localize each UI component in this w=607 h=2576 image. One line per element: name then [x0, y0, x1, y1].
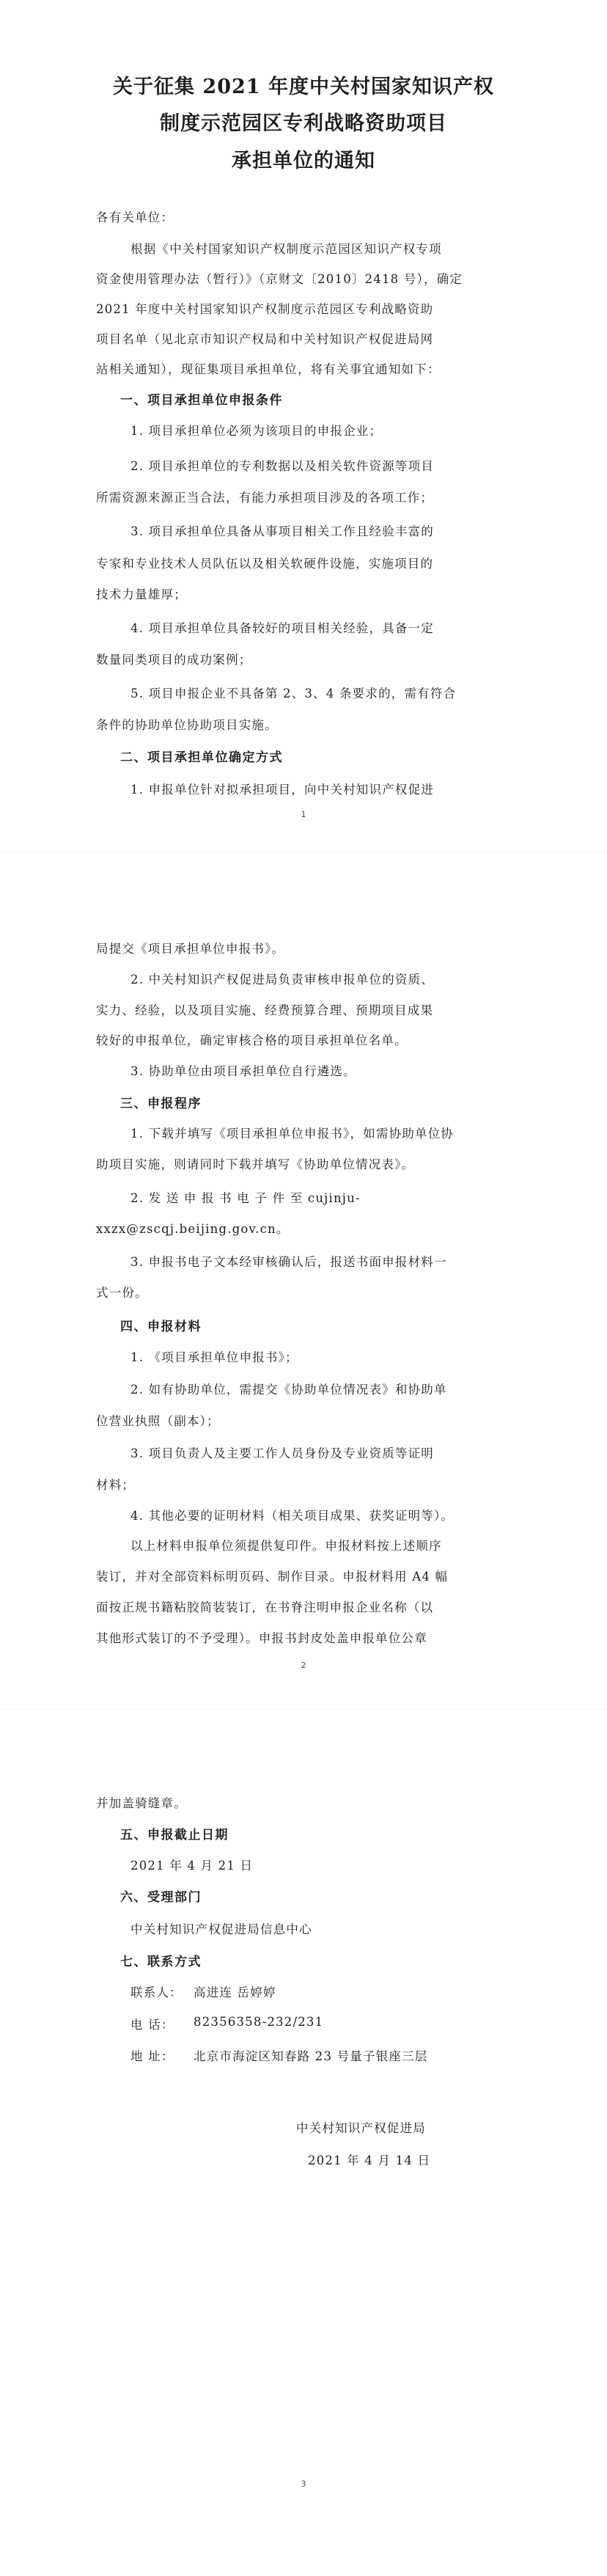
section-3-line: 3. 申报书电子文本经审核确认后，报送书面申报材料一 [130, 1255, 447, 1269]
page-number: 2 [301, 1661, 306, 1670]
section-4-line: 1. 《项目承担单位申报书》； [130, 1350, 298, 1364]
section-1-line: 所需资源来源正当合法，有能力承担项目涉及的各项工作； [96, 491, 434, 505]
section-4-line: 位营业执照（副本）； [96, 1414, 220, 1428]
section-heading-1: 一、项目承担单位申报条件 [120, 393, 283, 408]
section-1-line: 技术力量雄厚； [96, 588, 187, 601]
section-4-line: 材料； [96, 1478, 136, 1492]
phone-value: 82356358-232/231 [194, 2015, 324, 2029]
intro-line: 站相关通知），现征集项目承担单位，将有关事宜通知如下： [96, 362, 441, 376]
section-4-line: 以上材料申报单位须提供复印件。申报材料按上述顺序 [130, 1539, 442, 1553]
section-2-line: 较好的申报单位，确定审核合格的项目承担单位名单。 [96, 1033, 408, 1047]
section-3-line: 1. 下载并填写《项目承担单位申报书》，如需协助单位协 [130, 1127, 455, 1141]
section-4-line: 2. 如有协助单位，需提交《协助单位情况表》和协助单 [130, 1383, 447, 1397]
section-2-line: 3. 协助单位由项目承担单位自行遴选。 [130, 1064, 356, 1078]
section-2-line: 实力、经验，以及项目实施、经费预算合理、预期项目成果 [96, 1003, 434, 1017]
section-4-line: 装订，并对全部资料标明页码、制作目录。申报材料用 A4 幅 [96, 1570, 449, 1584]
section-3-line: xxzx@zscqj.beijing.gov.cn。 [96, 1222, 290, 1236]
section-heading-7: 七、联系方式 [120, 1955, 202, 1969]
section-heading-6: 六、受理部门 [120, 1890, 202, 1905]
salutation: 各有关单位： [96, 211, 174, 224]
signature-date: 2021 年 4 月 14 日 [308, 2154, 431, 2167]
section-3-line: 2. 发 送 申 报 书 电 子 件 至 cujinju- [130, 1191, 361, 1205]
intro-line: 2021 年度中关村国家知识产权制度示范园区专利战略资助 [96, 302, 434, 316]
notice-title-line-1: 关于征集 2021 年度中关村国家知识产权 [113, 76, 494, 98]
section-heading-5: 五、申报截止日期 [120, 1828, 229, 1843]
signature-organization: 中关村知识产权促进局 [296, 2121, 426, 2135]
address-value: 北京市海淀区知春路 23 号量子银座三层 [194, 2049, 428, 2063]
section-1-line: 专家和专业技术人员队伍以及相关软硬件设施，实施项目的 [96, 557, 434, 571]
section-1-line: 1. 项目承担单位必须为该项目的申报企业； [130, 424, 383, 438]
section-heading-2: 二、项目承担单位确定方式 [120, 750, 283, 765]
intro-line: 根据《中关村国家知识产权制度示范园区知识产权专项 [130, 242, 442, 256]
section-1-line: 4. 项目承担单位具备较好的项目相关经验，具备一定 [130, 621, 434, 635]
section-4-line: 面按正规书籍粘胶简装装订，在书脊注明申报企业名称（以 [96, 1600, 434, 1614]
contact-names: 高进连 岳婷婷 [194, 1986, 276, 1999]
address-label: 地 址： [130, 2049, 174, 2063]
intro-line: 资金使用管理办法（暂行）》（京财文〔2010〕2418 号），确定 [96, 272, 463, 286]
section-4-continuation: 并加盖骑缝章。 [96, 1796, 187, 1810]
notice-title-line-3: 承担单位的通知 [232, 150, 375, 172]
section-heading-3: 三、申报程序 [120, 1097, 202, 1111]
section-1-line: 2. 项目承担单位的专利数据以及相关软件资源等项目 [130, 459, 434, 473]
section-heading-4: 四、申报材料 [120, 1320, 202, 1334]
section-1-line: 条件的协助单位协助项目实施。 [96, 718, 278, 732]
phone-label: 电 话： [130, 2018, 174, 2032]
section-2-line: 局提交《项目承担单位申报书》。 [96, 942, 285, 956]
section-1-line: 数量同类项目的成功案例； [96, 653, 252, 667]
section-4-line: 4. 其他必要的证明材料（相关项目成果、获奖证明等）。 [130, 1509, 455, 1523]
section-2-line: 1. 申报单位针对拟承担项目，向中关村知识产权促进 [130, 783, 434, 797]
section-3-line: 式一份。 [96, 1286, 148, 1300]
intro-line: 项目名单（见北京市知识产权局和中关村知识产权促进局网 [96, 332, 434, 346]
page-divider [0, 1709, 607, 1710]
section-4-line: 3. 项目负责人及主要工作人员身份及专业资质等证明 [130, 1446, 434, 1460]
section-2-line: 2. 中关村知识产权促进局负责审核申报单位的资质、 [130, 973, 434, 987]
deadline-date: 2021 年 4 月 21 日 [130, 1859, 254, 1873]
section-1-line: 5. 项目申报企业不具备第 2、3、4 条要求的，需有符合 [130, 687, 457, 700]
section-3-line: 助项目实施，则请同时下载并填写《协助单位情况表》。 [96, 1157, 415, 1171]
page-number: 3 [301, 2479, 306, 2489]
page-divider [0, 851, 607, 852]
section-4-line: 其他形式装订的不予受理）。申报书封皮处盖申报单位公章 [96, 1631, 427, 1645]
notice-title-line-2: 制度示范园区专利战略资助项目 [160, 112, 447, 135]
page-number: 1 [301, 810, 306, 819]
section-1-line: 3. 项目承担单位具备从事项目相关工作且经验丰富的 [130, 524, 434, 538]
receiving-department: 中关村知识产权促进局信息中心 [130, 1922, 312, 1936]
contact-label: 联系人： [130, 1986, 183, 1999]
